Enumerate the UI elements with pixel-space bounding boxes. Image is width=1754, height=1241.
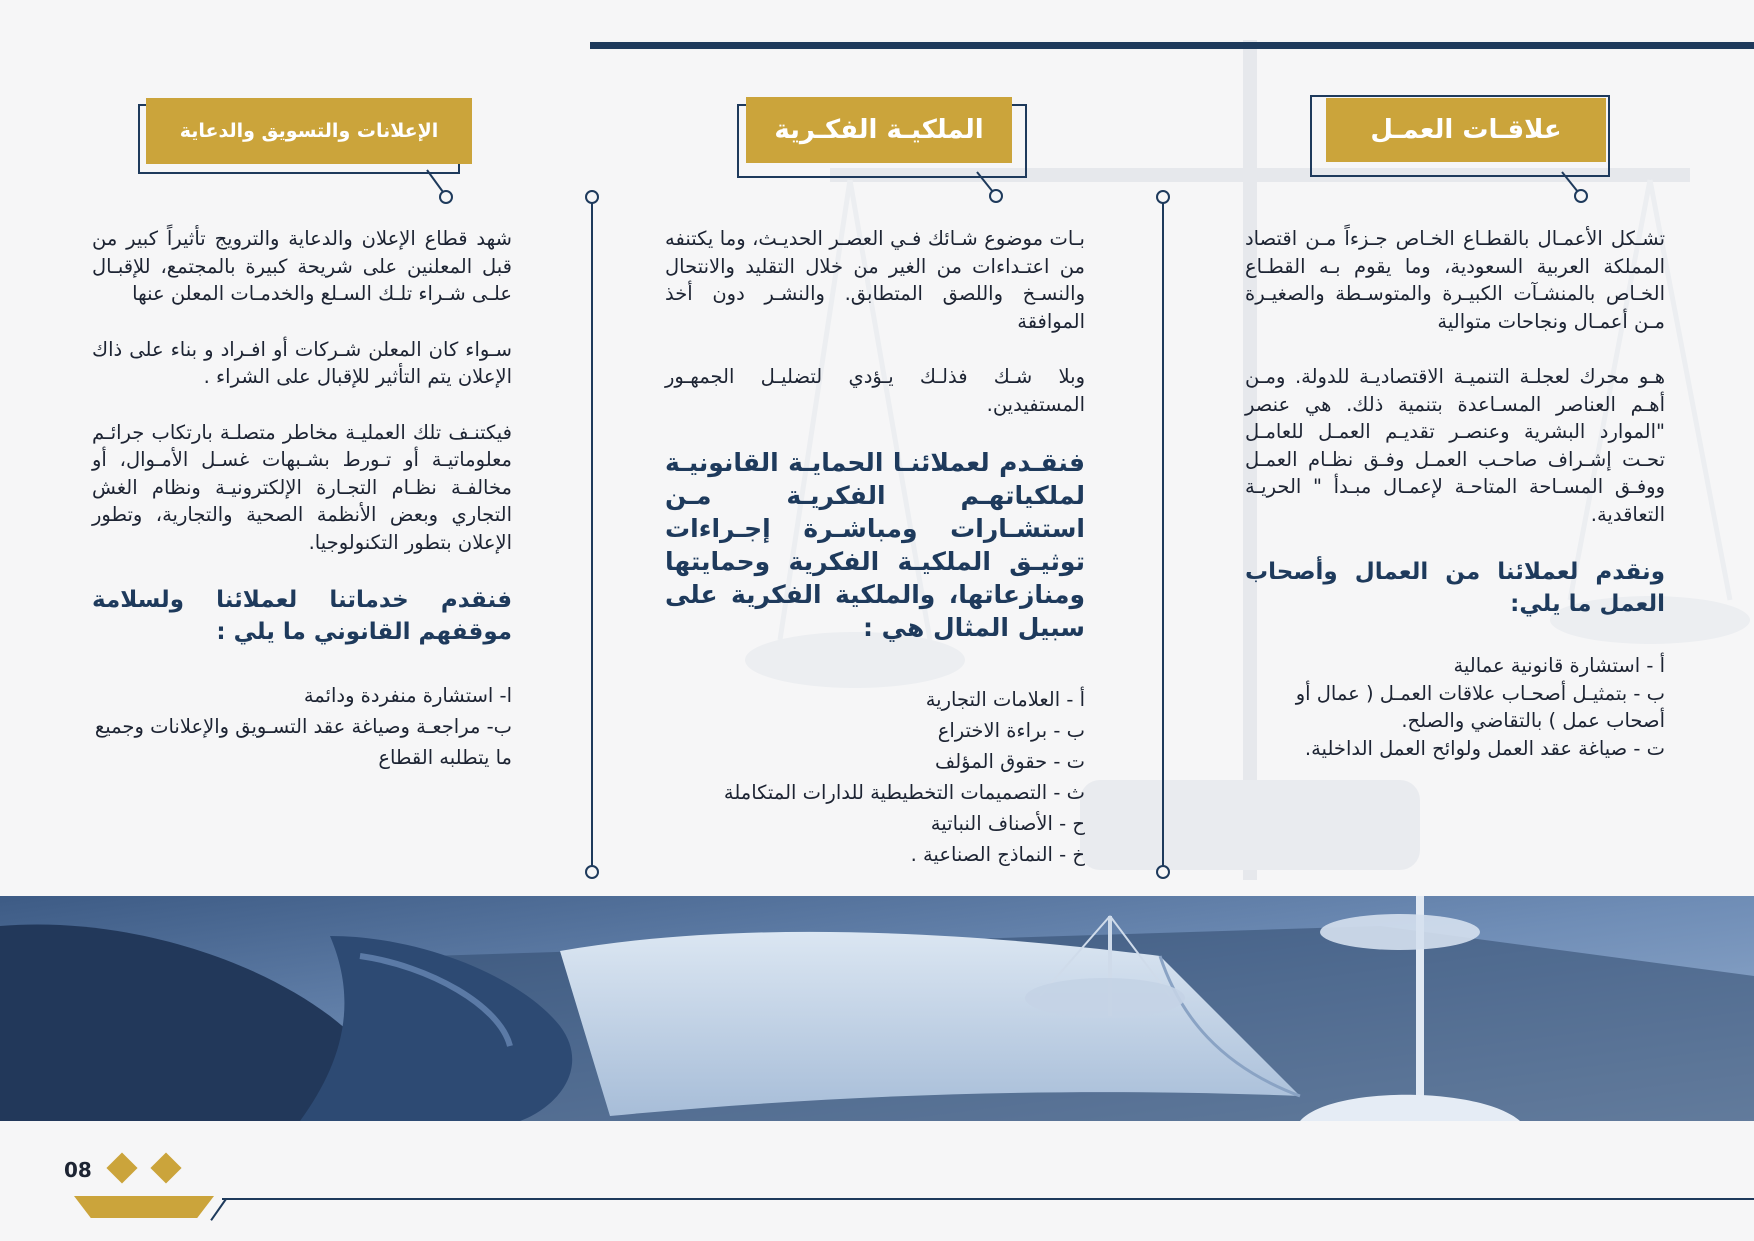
ads-paragraph: شهد قطاع الإعلان والدعاية والترويج تأثيراً كبير من قبل المعلنين على شريحة كبيرة بالمجتمع، للإقبـال علـى شـراء تلـك السـلع والخدمـات المعلن عنها	[92, 227, 512, 305]
ip-list	[665, 684, 1085, 870]
list-item: أ - استشارة قانونية عمالية	[1453, 654, 1665, 677]
labor-lead: ونقدم لعملائنا من العمال وأصحاب العمل ما يلي:	[1245, 559, 1665, 617]
list-item: ا- استشارة منفردة ودائمة	[303, 684, 512, 707]
ads-title-connector	[425, 168, 455, 212]
legal-photo-banner	[0, 896, 1754, 1121]
labor-paragraph: تشـكل الأعمـال بالقطـاع الخـاص جـزءاً مـن اقتصاد المملكة العربية السعودية، وما يقوم بـه القطـاع الخـاص بالمنشـآت الكبيـرة والمتوسـطة والصغيـرة مـن أعمـال ونجاحات متوالية	[1245, 227, 1665, 333]
list-item: ب - بتمثيـل أصحـاب علاقات العمـل ( عمال أو أصحاب عمل ) بالتقاضي والصلح.	[1295, 681, 1665, 732]
ads-column	[92, 225, 512, 773]
divider-left-top-dot	[585, 190, 599, 204]
ip-lead: فنقـدم لعملائنـا الحمايـة القانونيـة لملكياتهـم الفكريـة مـن استشـارات ومباشـرة إجـراءات توثيـق الملكيـة الفكرية وحمايتها ومنازعاتها، والملكية الفكرية على سبيل المثال هي :	[665, 448, 1085, 642]
list-item: أ - العلامات التجارية	[925, 688, 1085, 711]
list-item: ث - التصميمات التخطيطية للدارات المتكاملة	[723, 781, 1085, 804]
divider-left-bottom-dot	[585, 865, 599, 879]
footer-gold-band	[74, 1196, 214, 1218]
footer-slash	[210, 1198, 227, 1220]
divider-right-top-dot	[1156, 190, 1170, 204]
page-number: 08	[64, 1158, 92, 1182]
labor-title-connector	[1560, 170, 1590, 210]
list-item: ت - صياغة عقد العمل ولوائح العمل الداخلية.	[1304, 736, 1665, 760]
list-item: ح - الأصناف النباتية	[930, 812, 1085, 835]
top-rule	[590, 42, 1754, 49]
ip-title-connector	[975, 170, 1005, 210]
list-item: خ - النماذج الصناعية .	[910, 843, 1085, 866]
footer-diamond	[150, 1152, 181, 1183]
divider-right	[1162, 198, 1164, 868]
ip-paragraph: وبلا شـك فذلـك يـؤدي لتضليـل الجمهـور المستفيدين.	[665, 365, 1085, 416]
footer-rule	[222, 1198, 1754, 1200]
ip-paragraph: بـات موضوع شـائك فـي العصـر الحديـث، وما يكتنفه من اعتـداءات من الغير من خلال التقليد والانتحال والنسـخ واللصق المتطابق. والنشـر دون أخذ الموافقة	[665, 227, 1085, 333]
list-item: ت - حقوق المؤلف	[935, 750, 1085, 773]
labor-list	[1245, 652, 1665, 762]
divider-right-bottom-dot	[1156, 865, 1170, 879]
ip-title: الملكيـة الفكـرية	[746, 97, 1012, 163]
footer-diamond	[106, 1152, 137, 1183]
divider-left	[591, 198, 593, 868]
ads-list	[92, 680, 512, 773]
labor-paragraph: هـو محرك لعجلـة التنميـة الاقتصاديـة للدولة. ومـن أهـم العناصر المسـاعدة بتنمية ذلك. هي عنصر "الموارد البشرية وعنصـر تقديـم العمـل للعامـل تحـت إشـراف صاحـب العمـل وفـق نظـام العمـل ووفـق المسـاحة المتاحـة لإعمـال مبـدأ " الحريـة التعاقدية.	[1245, 365, 1665, 526]
ads-paragraph: فيكتنـف تلك العمليـة مخاطر متصلـة بارتكاب جرائـم معلوماتيـة أو تـورط بشـبهات غسـل الأمـوال، أو مخالفـة نظـام التجـارة الإلكترونيـة ونظام الغش التجاري وبعض الأنظمة الصحية والتجارية، وتطور الإعلان بتطور التكنولوجيا.	[92, 420, 512, 554]
labor-column	[1245, 225, 1665, 762]
ads-paragraph: سـواء كان المعلن شـركات أو افـراد و بناء على ذاك الإعلان يتم التأثير للإقبال على الشراء .	[92, 337, 512, 388]
list-item: ب- مراجعـة وصياغة عقد التسـويق والإعلانات وجميع ما يتطلبه القطاع	[94, 715, 512, 769]
ads-title: الإعلانات والتسويق والدعاية	[146, 98, 472, 164]
ip-column	[665, 225, 1085, 870]
labor-title: علاقـات العمـل	[1326, 98, 1606, 162]
ads-lead: فنقدم خدماتنا لعملائنا ولسلامة موقفهم القانوني ما يلي :	[92, 587, 512, 645]
list-item: ب - براءة الاختراع	[937, 719, 1085, 742]
